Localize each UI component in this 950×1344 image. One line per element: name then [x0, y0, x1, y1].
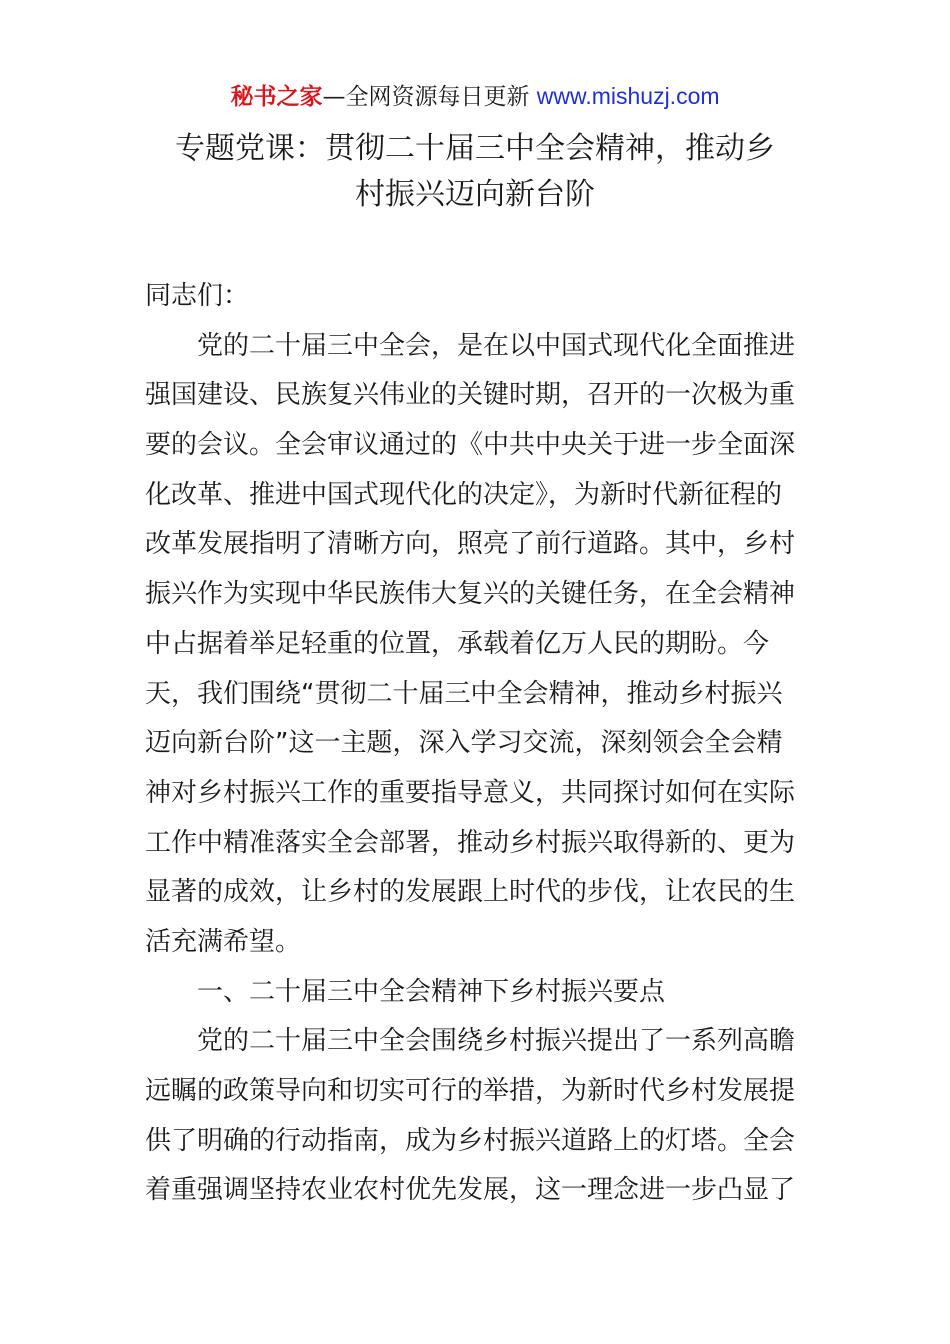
body-line: 着重强调坚持农业农村优先发展，这一理念进一步凸显了 — [145, 1175, 796, 1206]
body-line: 中占据着举足轻重的位置，承载着亿万人民的期盼。今 — [145, 628, 770, 659]
body-line: 要的会议。全会审议通过的《中共中央关于进一步全面深 — [145, 430, 796, 461]
section-heading: 一、二十届三中全会精神下乡村振兴要点 — [197, 976, 666, 1007]
site-header — [0, 80, 950, 113]
salutation: 同志们： — [145, 281, 250, 311]
brand-name: 秘书之家 — [230, 84, 323, 110]
body-line: 党的二十届三中全会，是在以中国式现代化全面推进 — [197, 330, 796, 361]
body-line: 党的二十届三中全会围绕乡村振兴提出了一系列高瞻 — [197, 1026, 796, 1057]
body-line: 改革发展指明了清晰方向，照亮了前行道路。其中，乡村 — [145, 529, 796, 560]
site-url-link[interactable]: www.mishuzj.com — [536, 83, 720, 109]
document-body — [145, 272, 810, 1216]
body-line: 化改革、推进中国式现代化的决定》，为新时代新征程的 — [145, 479, 783, 510]
body-line: 显著的成效，让乡村的发展跟上时代的步伐，让农民的生 — [145, 877, 796, 908]
title-line-2: 村振兴迈向新台阶 — [355, 177, 595, 212]
body-line: 强国建设、民族复兴伟业的关键时期，召开的一次极为重 — [145, 380, 796, 411]
body-line: 天，我们围绕“贯彻二十届三中全会精神，推动乡村振兴 — [145, 678, 783, 709]
header-tagline: —全网资源每日更新 — [322, 84, 537, 110]
body-line: 振兴作为实现中华民族伟大复兴的关键任务，在全会精神 — [145, 579, 796, 610]
body-line: 迈向新台阶”这一主题，深入学习交流，深刻领会全会精 — [145, 728, 783, 759]
body-line: 工作中精准落实全会部署，推动乡村振兴取得新的、更为 — [145, 827, 796, 858]
body-line: 远瞩的政策导向和切实可行的举措，为新时代乡村发展提 — [145, 1076, 796, 1106]
body-line: 供了明确的行动指南，成为乡村振兴道路上的灯塔。全会 — [145, 1125, 796, 1156]
body-line: 神对乡村振兴工作的重要指导意义，共同探讨如何在实际 — [145, 777, 796, 808]
document-title — [120, 126, 830, 218]
title-line-1: 专题党课：贯彻二十届三中全会精神，推动乡 — [175, 131, 775, 166]
body-line: 活充满希望。 — [145, 926, 302, 957]
